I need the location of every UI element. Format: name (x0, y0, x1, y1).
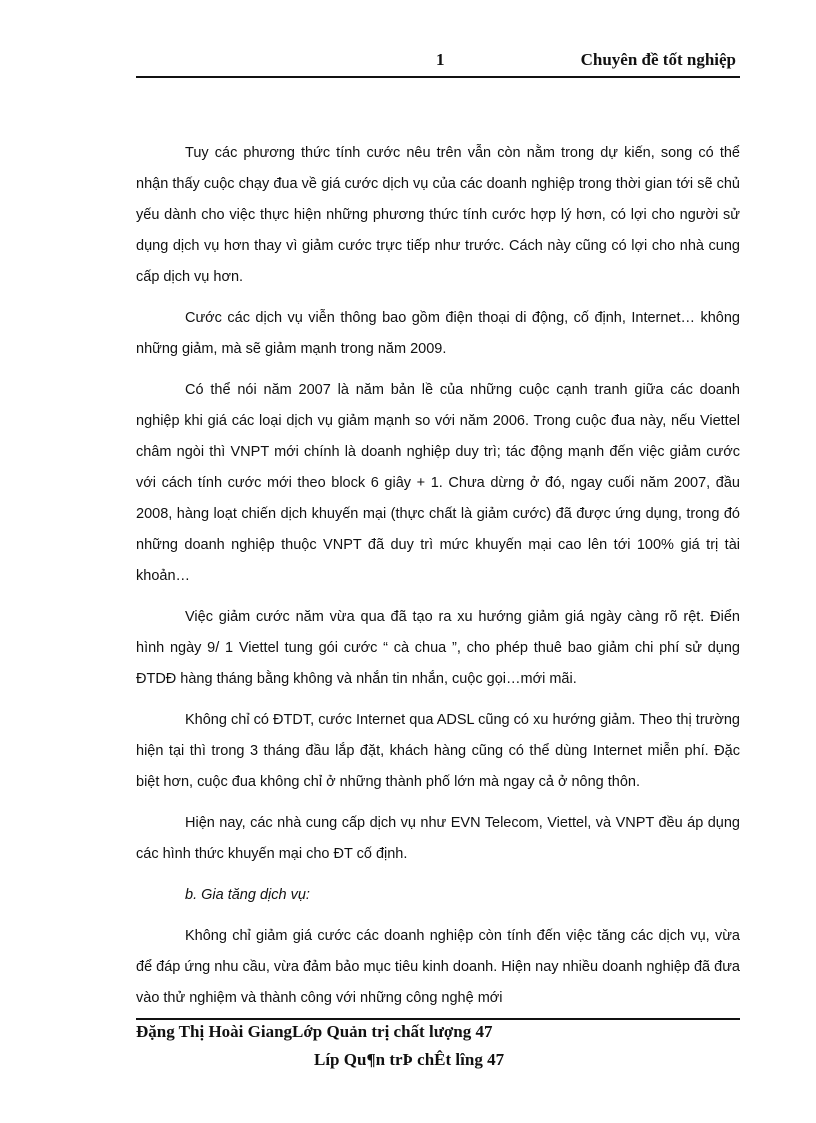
footer-author: Đặng Thị Hoài GiangLớp Quản trị chất lượng 47 (136, 1022, 493, 1041)
footer-class: Líp Qu¶n trÞ chÊt lîng 47 (314, 1050, 505, 1069)
document-body (136, 138, 740, 1024)
paragraph-3: Có thể nói năm 2007 là năm bản lề của những cuộc cạnh tranh giữa các doanh nghiệp khi giá các loại dịch vụ giảm mạnh so với năm 2006. Trong cuộc đua này, nếu Viettel châm ngòi thì VNPT mới chính là doanh nghiệp duy trì; tác động mạnh đến việc giảm cước với cách tính cước mới theo block 6 giây + 1. Chưa dừng ở đó, ngay cuối năm 2007, đầu 2008, hàng loạt chiến dịch khuyến mại (thực chất là giảm cước) đã được ứng dụng, trong đó những doanh nghiệp thuộc VNPT đã duy trì mức khuyến mại cao lên tới 100% giá trị tài khoản… (136, 382, 740, 584)
footer-divider (136, 1018, 740, 1020)
paragraph-4: Việc giảm cước năm vừa qua đã tạo ra xu hướng giảm giá ngày càng rõ rệt. Điển hình ngày 9/ 1 Viettel tung gói cước “ cà chua ”, cho phép thuê bao giảm chi phí sử dụng ĐTDĐ hàng tháng bằng không và nhắn tin nhắn, cuộc gọi…mới mãi. (136, 609, 740, 687)
page-header (136, 48, 740, 74)
section-heading: b. Gia tăng dịch vụ: (185, 887, 310, 903)
paragraph-6: Hiện nay, các nhà cung cấp dịch vụ như EVN Telecom, Viettel, và VNPT đều áp dụng các hình thức khuyến mại cho ĐT cố định. (136, 815, 740, 862)
paragraph-1: Tuy các phương thức tính cước nêu trên vẫn còn nằm trong dự kiến, song có thể nhận thấy cuộc chạy đua về giá cước dịch vụ của các doanh nghiệp trong thời gian tới sẽ chủ yếu dành cho việc thực hiện những phương thức tính cước hợp lý hơn, có lợi cho người sử dụng dịch vụ hơn thay vì giảm cước trực tiếp như trước. Cách này cũng có lợi cho nhà cung cấp dịch vụ hơn. (136, 145, 740, 285)
header-divider (136, 76, 740, 78)
paragraph-5: Không chỉ có ĐTDT, cước Internet qua ADSL cũng có xu hướng giảm. Theo thị trường hiện tại thì trong 3 tháng đầu lắp đặt, khách hàng cũng có thể dùng Internet miễn phí. Đặc biệt hơn, cuộc đua không chỉ ở những thành phố lớn mà ngay cả ở nông thôn. (136, 712, 740, 790)
header-title: Chuyên đề tốt nghiệp (580, 50, 736, 69)
paragraph-7: Không chỉ giảm giá cước các doanh nghiệp còn tính đến việc tăng các dịch vụ, vừa để đáp ứng nhu cầu, vừa đảm bảo mục tiêu kinh doanh. Hiện nay nhiều doanh nghiệp đã đưa vào thử nghiệm và thành công với những công nghệ mới (136, 928, 740, 1006)
paragraph-2: Cước các dịch vụ viễn thông bao gồm điện thoại di động, cố định, Internet… không những giảm, mà sẽ giảm mạnh trong năm 2009. (136, 310, 740, 357)
page-number: 1 (436, 50, 445, 69)
